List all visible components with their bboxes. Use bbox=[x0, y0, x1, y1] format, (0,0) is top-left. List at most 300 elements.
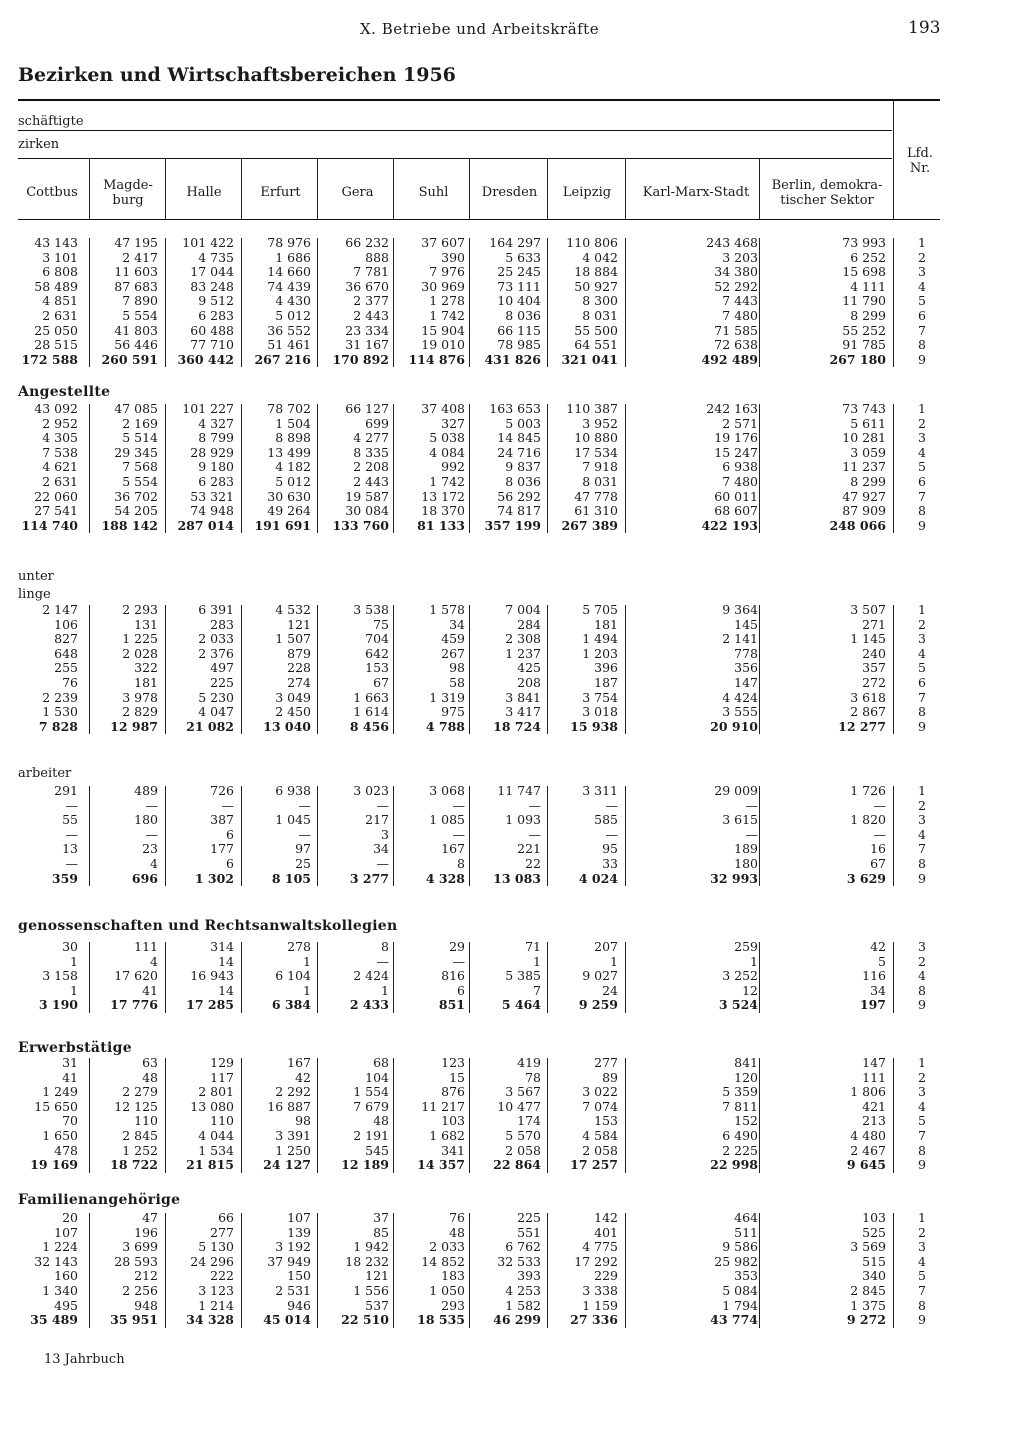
header-column-divider bbox=[89, 159, 90, 219]
column-divider bbox=[759, 404, 760, 533]
table-cell: 48 bbox=[142, 1069, 158, 1085]
table-cell: 851 bbox=[438, 997, 465, 1013]
table-cell: 6 391 bbox=[198, 602, 234, 617]
row-number: 1 bbox=[918, 1055, 926, 1070]
table-cell: 30 630 bbox=[267, 488, 311, 504]
table-cell: 3 524 bbox=[718, 997, 758, 1013]
table-cell: 188 142 bbox=[101, 517, 158, 533]
column-divider bbox=[469, 942, 470, 1013]
table-cell: 167 bbox=[287, 1055, 311, 1070]
table-cell: 107 bbox=[54, 1224, 78, 1240]
column-divider bbox=[759, 1213, 760, 1328]
table-cell: 267 216 bbox=[254, 351, 311, 367]
table-cell: 4 305 bbox=[42, 430, 78, 446]
table-cell: 357 199 bbox=[484, 517, 541, 533]
table-cell: 22 998 bbox=[710, 1157, 758, 1173]
table-cell: 14 845 bbox=[497, 430, 541, 446]
table-cell: 2 169 bbox=[122, 415, 158, 431]
table-cell: 10 477 bbox=[497, 1098, 541, 1114]
table-cell: 139 bbox=[287, 1224, 311, 1240]
row-number: 3 bbox=[918, 264, 926, 280]
row-number: 7 bbox=[918, 841, 926, 857]
table-cell: 221 bbox=[517, 841, 541, 857]
table-cell: 17 776 bbox=[110, 997, 158, 1013]
table-cell: 4 bbox=[150, 856, 158, 871]
table-cell: 14 bbox=[218, 982, 234, 998]
row-number: 2 bbox=[918, 1224, 926, 1240]
table-cell: 3 569 bbox=[850, 1239, 886, 1255]
table-cell: 2 141 bbox=[722, 631, 758, 647]
table-cell: 14 357 bbox=[417, 1157, 465, 1173]
column-divider bbox=[547, 605, 548, 734]
table-cell: 545 bbox=[365, 1142, 389, 1158]
table-cell: 129 bbox=[210, 1055, 234, 1070]
table-cell: 5 084 bbox=[722, 1283, 758, 1298]
table-cell: 6 490 bbox=[722, 1128, 758, 1143]
header-column-divider bbox=[393, 159, 394, 219]
lfd-column-divider bbox=[893, 605, 894, 734]
table-cell: 142 bbox=[594, 1210, 618, 1225]
table-cell: 5 611 bbox=[850, 415, 886, 431]
table-cell: 18 884 bbox=[574, 264, 618, 280]
column-divider bbox=[317, 238, 318, 367]
table-cell: 5 554 bbox=[122, 308, 158, 323]
table-cell: 30 969 bbox=[421, 278, 465, 294]
table-cell: 1 250 bbox=[275, 1142, 311, 1158]
table-cell: 2 308 bbox=[505, 631, 541, 647]
table-cell: — bbox=[452, 797, 465, 813]
table-cell: — bbox=[605, 797, 618, 813]
table-cell: 36 552 bbox=[267, 322, 311, 338]
table-cell: 4 621 bbox=[42, 459, 78, 475]
table-cell: 212 bbox=[134, 1268, 158, 1284]
table-cell: 283 bbox=[210, 616, 234, 632]
table-cell: 5 359 bbox=[722, 1084, 758, 1100]
table-cell: 47 927 bbox=[842, 488, 886, 504]
table-cell: 387 bbox=[210, 812, 234, 828]
table-cell: 585 bbox=[594, 812, 618, 828]
table-cell: 341 bbox=[441, 1142, 465, 1158]
row-number: 2 bbox=[918, 616, 926, 632]
table-cell: 70 bbox=[62, 1113, 78, 1129]
table-cell: 36 670 bbox=[345, 278, 389, 294]
table-cell: 217 bbox=[365, 812, 389, 828]
table-cell: 3 022 bbox=[582, 1084, 618, 1100]
table-cell: 98 bbox=[295, 1113, 311, 1129]
row-number: 1 bbox=[918, 235, 926, 250]
table-cell: 1 145 bbox=[850, 631, 886, 647]
table-cell: 74 817 bbox=[497, 503, 541, 519]
row-number: 3 bbox=[918, 430, 926, 446]
table-cell: 213 bbox=[862, 1113, 886, 1129]
table-cell: 67 bbox=[870, 856, 886, 871]
table-cell: — bbox=[745, 826, 758, 842]
column-divider bbox=[393, 404, 394, 533]
table-cell: 66 127 bbox=[345, 401, 389, 416]
table-cell: 4 042 bbox=[582, 249, 618, 265]
table-cell: 2 058 bbox=[582, 1142, 618, 1158]
table-cell: 147 bbox=[734, 675, 758, 690]
table-cell: 2 376 bbox=[198, 645, 234, 661]
column-divider bbox=[89, 942, 90, 1013]
table-cell: 24 296 bbox=[190, 1253, 234, 1269]
table-cell: 78 976 bbox=[267, 235, 311, 250]
table-cell: 353 bbox=[734, 1268, 758, 1284]
table-cell: 271 bbox=[862, 616, 886, 632]
column-divider bbox=[317, 1058, 318, 1173]
table-cell: 10 880 bbox=[574, 430, 618, 446]
table-cell: 3 bbox=[381, 826, 389, 842]
table-cell: 492 489 bbox=[701, 351, 758, 367]
table-cell: 9 259 bbox=[578, 997, 618, 1013]
table-cell: 12 987 bbox=[110, 718, 158, 734]
table-cell: 98 bbox=[449, 660, 465, 676]
row-number: 4 bbox=[918, 826, 926, 842]
table-cell: 13 172 bbox=[421, 488, 465, 504]
table-cell: 4 328 bbox=[425, 870, 465, 886]
table-cell: 160 bbox=[54, 1268, 78, 1284]
table-cell: 3 203 bbox=[722, 249, 758, 265]
column-divider bbox=[759, 1058, 760, 1173]
row-number: 6 bbox=[918, 675, 926, 690]
table-cell: 15 247 bbox=[714, 444, 758, 460]
table-cell: — bbox=[873, 826, 886, 842]
row-number: 4 bbox=[918, 444, 926, 460]
table-cell: 207 bbox=[594, 939, 618, 954]
table-cell: 3 190 bbox=[38, 997, 78, 1013]
table-cell: 1 582 bbox=[505, 1297, 541, 1313]
column-divider bbox=[241, 238, 242, 367]
table-cell: 1 237 bbox=[505, 645, 541, 661]
column-divider bbox=[241, 786, 242, 886]
table-cell: 3 629 bbox=[846, 870, 886, 886]
table-cell: 393 bbox=[517, 1268, 541, 1284]
table-cell: 17 620 bbox=[114, 968, 158, 984]
column-divider bbox=[317, 605, 318, 734]
table-cell: 22 510 bbox=[341, 1312, 389, 1328]
table-cell: 111 bbox=[134, 939, 158, 954]
table-cell: 948 bbox=[134, 1297, 158, 1313]
table-cell: — bbox=[605, 826, 618, 842]
table-cell: 37 607 bbox=[421, 235, 465, 250]
table-cell: 322 bbox=[134, 660, 158, 676]
row-number: 3 bbox=[918, 1239, 926, 1255]
row-number: 1 bbox=[918, 602, 926, 617]
table-cell: 30 bbox=[62, 939, 78, 954]
table-cell: 121 bbox=[365, 1268, 389, 1284]
table-cell: 16 943 bbox=[190, 968, 234, 984]
table-cell: 2 256 bbox=[122, 1283, 158, 1298]
table-cell: 3 123 bbox=[198, 1283, 234, 1298]
table-cell: 2 845 bbox=[122, 1128, 158, 1143]
table-cell: 1 375 bbox=[850, 1297, 886, 1313]
table-cell: 1 bbox=[303, 982, 311, 998]
table-cell: — bbox=[65, 826, 78, 842]
lfd-column-divider bbox=[893, 238, 894, 367]
table-cell: 8 105 bbox=[271, 870, 311, 886]
table-cell: 2 443 bbox=[353, 474, 389, 489]
table-cell: 14 bbox=[218, 953, 234, 969]
table-cell: 696 bbox=[131, 870, 158, 886]
table-cell: 74 948 bbox=[190, 503, 234, 519]
header-rule-2 bbox=[18, 158, 892, 159]
table-cell: 3 252 bbox=[722, 968, 758, 984]
table-cell: 2 801 bbox=[198, 1084, 234, 1100]
table-cell: 11 747 bbox=[497, 783, 541, 798]
table-cell: 699 bbox=[365, 415, 389, 431]
table-cell: 41 bbox=[62, 1069, 78, 1085]
row-number: 7 bbox=[918, 488, 926, 504]
section-label: Angestellte bbox=[18, 384, 111, 400]
table-cell: 4 111 bbox=[850, 278, 886, 294]
table-cell: — bbox=[528, 797, 541, 813]
column-divider bbox=[241, 1058, 242, 1173]
table-cell: 255 bbox=[54, 660, 78, 676]
row-number: 1 bbox=[918, 401, 926, 416]
table-cell: 91 785 bbox=[842, 337, 886, 353]
table-cell: 7 679 bbox=[353, 1098, 389, 1114]
table-cell: 15 938 bbox=[570, 718, 618, 734]
table-cell: 63 bbox=[142, 1055, 158, 1070]
column-header: Halle bbox=[186, 185, 222, 200]
table-cell: 489 bbox=[134, 783, 158, 798]
table-cell: 121 bbox=[287, 616, 311, 632]
table-cell: 22 bbox=[525, 856, 541, 871]
table-cell: 29 345 bbox=[114, 444, 158, 460]
table-cell: 5 003 bbox=[505, 415, 541, 431]
table-cell: 3 391 bbox=[275, 1128, 311, 1143]
table-cell: 7 976 bbox=[429, 264, 465, 280]
table-cell: 110 bbox=[210, 1113, 234, 1129]
table-cell: 1 bbox=[533, 953, 541, 969]
table-cell: 704 bbox=[365, 631, 389, 647]
table-cell: 85 bbox=[373, 1224, 389, 1240]
table-cell: 425 bbox=[517, 660, 541, 676]
table-cell: 2 531 bbox=[275, 1283, 311, 1298]
table-cell: 17 044 bbox=[190, 264, 234, 280]
table-cell: 3 338 bbox=[582, 1283, 618, 1298]
table-cell: 1 203 bbox=[582, 645, 618, 661]
table-cell: 23 334 bbox=[345, 322, 389, 338]
column-divider bbox=[625, 786, 626, 886]
table-cell: 3 049 bbox=[275, 689, 311, 705]
header-rule-1 bbox=[18, 130, 892, 131]
table-cell: 2 377 bbox=[353, 293, 389, 309]
row-number: 5 bbox=[918, 459, 926, 475]
header-sub-label: zirken bbox=[18, 137, 60, 152]
table-cell: 401 bbox=[594, 1224, 618, 1240]
column-divider bbox=[469, 786, 470, 886]
table-cell: 28 929 bbox=[190, 444, 234, 460]
table-cell: 177 bbox=[210, 841, 234, 857]
row-number: 4 bbox=[918, 645, 926, 661]
table-cell: 2 028 bbox=[122, 645, 158, 661]
table-cell: 46 299 bbox=[493, 1312, 541, 1328]
table-cell: 77 710 bbox=[190, 337, 234, 353]
table-cell: 946 bbox=[287, 1297, 311, 1313]
table-cell: 3 952 bbox=[582, 415, 618, 431]
table-cell: 1 085 bbox=[429, 812, 465, 828]
table-cell: 3 754 bbox=[582, 689, 618, 705]
column-header: Cottbus bbox=[26, 185, 78, 200]
table-cell: 3 538 bbox=[353, 602, 389, 617]
column-divider bbox=[165, 942, 166, 1013]
table-cell: 1 225 bbox=[122, 631, 158, 647]
row-number: 3 bbox=[918, 631, 926, 647]
table-cell: 37 949 bbox=[267, 1253, 311, 1269]
table-cell: 291 bbox=[54, 783, 78, 798]
table-cell: 187 bbox=[594, 675, 618, 690]
table-cell: 28 593 bbox=[114, 1253, 158, 1269]
table-cell: 19 587 bbox=[345, 488, 389, 504]
table-cell: 7 480 bbox=[722, 308, 758, 323]
table-cell: 1 340 bbox=[42, 1283, 78, 1298]
table-cell: 7 443 bbox=[722, 293, 758, 309]
table-cell: 68 bbox=[373, 1055, 389, 1070]
column-divider bbox=[241, 942, 242, 1013]
table-cell: 78 bbox=[525, 1069, 541, 1085]
table-cell: 51 461 bbox=[267, 337, 311, 353]
table-cell: 17 292 bbox=[574, 1253, 618, 1269]
table-cell: 464 bbox=[734, 1210, 758, 1225]
table-cell: 5 385 bbox=[505, 968, 541, 984]
table-cell: 1 504 bbox=[275, 415, 311, 431]
table-cell: 68 607 bbox=[714, 503, 758, 519]
table-cell: 19 176 bbox=[714, 430, 758, 446]
table-cell: 340 bbox=[862, 1268, 886, 1284]
table-cell: 15 bbox=[449, 1069, 465, 1085]
table-cell: 225 bbox=[517, 1210, 541, 1225]
table-cell: 34 328 bbox=[186, 1312, 234, 1328]
column-divider bbox=[89, 786, 90, 886]
section-label: Familienangehörige bbox=[18, 1192, 181, 1208]
table-cell: 117 bbox=[210, 1069, 234, 1085]
table-cell: 16 bbox=[870, 841, 886, 857]
table-cell: 73 111 bbox=[497, 278, 541, 294]
table-cell: 72 638 bbox=[714, 337, 758, 353]
table-cell: 23 bbox=[142, 841, 158, 857]
column-divider bbox=[625, 942, 626, 1013]
table-cell: 225 bbox=[210, 675, 234, 690]
table-cell: 267 389 bbox=[561, 517, 618, 533]
column-divider bbox=[393, 1058, 394, 1173]
table-cell: — bbox=[65, 856, 78, 871]
table-cell: — bbox=[528, 826, 541, 842]
column-divider bbox=[469, 238, 470, 367]
table-cell: 33 bbox=[602, 856, 618, 871]
table-cell: 54 205 bbox=[114, 503, 158, 519]
table-cell: 2 433 bbox=[349, 997, 389, 1013]
table-cell: 34 bbox=[870, 982, 886, 998]
table-cell: 13 080 bbox=[190, 1098, 234, 1114]
table-cell: 9 272 bbox=[846, 1312, 886, 1328]
section-label: Erwerbstätige bbox=[18, 1040, 132, 1056]
header-column-divider bbox=[469, 159, 470, 219]
column-divider bbox=[393, 786, 394, 886]
table-cell: 20 910 bbox=[710, 718, 758, 734]
column-divider bbox=[469, 1213, 470, 1328]
table-cell: 2 033 bbox=[429, 1239, 465, 1255]
table-cell: 278 bbox=[287, 939, 311, 954]
table-cell: 5 012 bbox=[275, 308, 311, 323]
table-cell: 11 790 bbox=[842, 293, 886, 309]
page-number: 193 bbox=[908, 18, 941, 38]
table-cell: 7 811 bbox=[722, 1098, 758, 1114]
table-cell: 18 535 bbox=[417, 1312, 465, 1328]
table-cell: 32 143 bbox=[34, 1253, 78, 1269]
table-cell: 515 bbox=[862, 1253, 886, 1269]
table-cell: 66 bbox=[218, 1210, 234, 1225]
table-cell: — bbox=[145, 826, 158, 842]
table-cell: 421 bbox=[862, 1098, 886, 1114]
table-cell: 89 bbox=[602, 1069, 618, 1085]
table-cell: 8 799 bbox=[198, 430, 234, 446]
table-cell: 2 208 bbox=[353, 459, 389, 475]
table-cell: 272 bbox=[862, 675, 886, 690]
table-cell: 47 778 bbox=[574, 488, 618, 504]
column-divider bbox=[393, 942, 394, 1013]
table-cell: 95 bbox=[602, 841, 618, 857]
table-cell: 103 bbox=[441, 1113, 465, 1129]
table-cell: 25 050 bbox=[34, 322, 78, 338]
table-cell: 114 740 bbox=[21, 517, 78, 533]
header-column-divider bbox=[165, 159, 166, 219]
table-cell: 1 663 bbox=[353, 689, 389, 705]
table-cell: 4 024 bbox=[578, 870, 618, 886]
column-divider bbox=[547, 942, 548, 1013]
row-number: 5 bbox=[918, 1268, 926, 1284]
table-cell: 133 760 bbox=[332, 517, 389, 533]
table-cell: 11 237 bbox=[842, 459, 886, 475]
table-cell: 1 302 bbox=[194, 870, 234, 886]
table-cell: 4 044 bbox=[198, 1128, 234, 1143]
table-cell: 24 bbox=[602, 982, 618, 998]
table-cell: 1 bbox=[381, 982, 389, 998]
table-cell: 228 bbox=[287, 660, 311, 676]
table-cell: 277 bbox=[210, 1224, 234, 1240]
table-cell: 110 387 bbox=[566, 401, 618, 416]
table-cell: 8 bbox=[457, 856, 465, 871]
table-cell: 8 036 bbox=[505, 474, 541, 489]
column-divider bbox=[469, 605, 470, 734]
table-cell: 3 023 bbox=[353, 783, 389, 798]
table-cell: 101 422 bbox=[182, 235, 234, 250]
lfd-header: Lfd. Nr. bbox=[907, 146, 933, 176]
table-cell: 2 952 bbox=[42, 415, 78, 431]
table-cell: 2 443 bbox=[353, 308, 389, 323]
table-cell: 7 538 bbox=[42, 444, 78, 460]
table-cell: 1 682 bbox=[429, 1128, 465, 1143]
row-number: 5 bbox=[918, 660, 926, 676]
table-cell: 1 214 bbox=[198, 1297, 234, 1313]
table-cell: 1 614 bbox=[353, 704, 389, 720]
row-number: 9 bbox=[918, 517, 926, 533]
table-cell: 4 277 bbox=[353, 430, 389, 446]
table-cell: 459 bbox=[441, 631, 465, 647]
table-cell: 4 bbox=[150, 953, 158, 969]
table-cell: — bbox=[376, 797, 389, 813]
table-cell: 2 225 bbox=[722, 1142, 758, 1158]
table-cell: 229 bbox=[594, 1268, 618, 1284]
table-cell: 248 066 bbox=[829, 517, 886, 533]
table-cell: 726 bbox=[210, 783, 234, 798]
column-divider bbox=[165, 238, 166, 367]
row-number: 4 bbox=[918, 1253, 926, 1269]
table-cell: 53 321 bbox=[190, 488, 234, 504]
row-number: 7 bbox=[918, 689, 926, 705]
table-cell: 13 499 bbox=[267, 444, 311, 460]
table-cell: 260 591 bbox=[101, 351, 158, 367]
